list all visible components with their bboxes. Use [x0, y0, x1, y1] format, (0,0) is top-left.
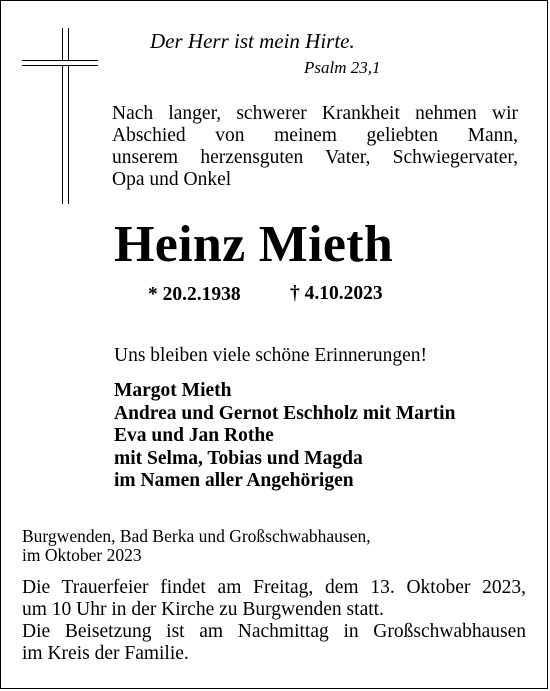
family-line: Andrea und Gernot Eschholz mit Martin	[114, 402, 456, 424]
place-line: im Oktober 2023	[22, 545, 142, 565]
intro-line: Nach langer, schwerer Krankheit nehmen wir	[112, 103, 518, 124]
motto-source: Psalm 23,1	[304, 58, 381, 77]
memories-line: Uns bleiben viele schöne Erinnerungen!	[114, 345, 427, 366]
service-line: im Kreis der Familie.	[22, 643, 189, 664]
service-line: Die Beisetzung ist am Nachmittag in Großschwabhausen	[22, 621, 526, 642]
family-line: im Namen aller Angehörigen	[114, 470, 354, 491]
family-line: Margot Mieth	[114, 380, 232, 401]
intro-line: Opa und Onkel	[112, 169, 232, 190]
intro-line: unserem herzensguten Vater, Schwiegervater,	[112, 147, 518, 168]
service-line: um 10 Uhr in der Kirche zu Burgwenden statt.	[22, 599, 384, 620]
service-info	[22, 577, 526, 665]
deceased-name: Heinz Mieth	[114, 216, 394, 273]
birth-date: * 20.2.1938	[148, 284, 241, 305]
place-and-date	[22, 527, 371, 565]
family-line: mit Selma, Tobias und Magda	[114, 447, 363, 469]
cross-icon	[22, 28, 98, 204]
death-date: † 4.10.2023	[290, 283, 383, 304]
service-line: Die Trauerfeier findet am Freitag, dem 13. Oktober 2023,	[22, 577, 526, 598]
intro-line: Abschied von meinem geliebten Mann,	[112, 125, 518, 146]
family-signatures	[114, 380, 455, 493]
place-line: Burgwenden, Bad Berka und Großschwabhausen,	[22, 526, 371, 546]
intro-text	[112, 103, 518, 191]
motto-quote: Der Herr ist mein Hirte.	[150, 29, 355, 53]
family-line: Eva und Jan Rothe	[114, 425, 274, 446]
